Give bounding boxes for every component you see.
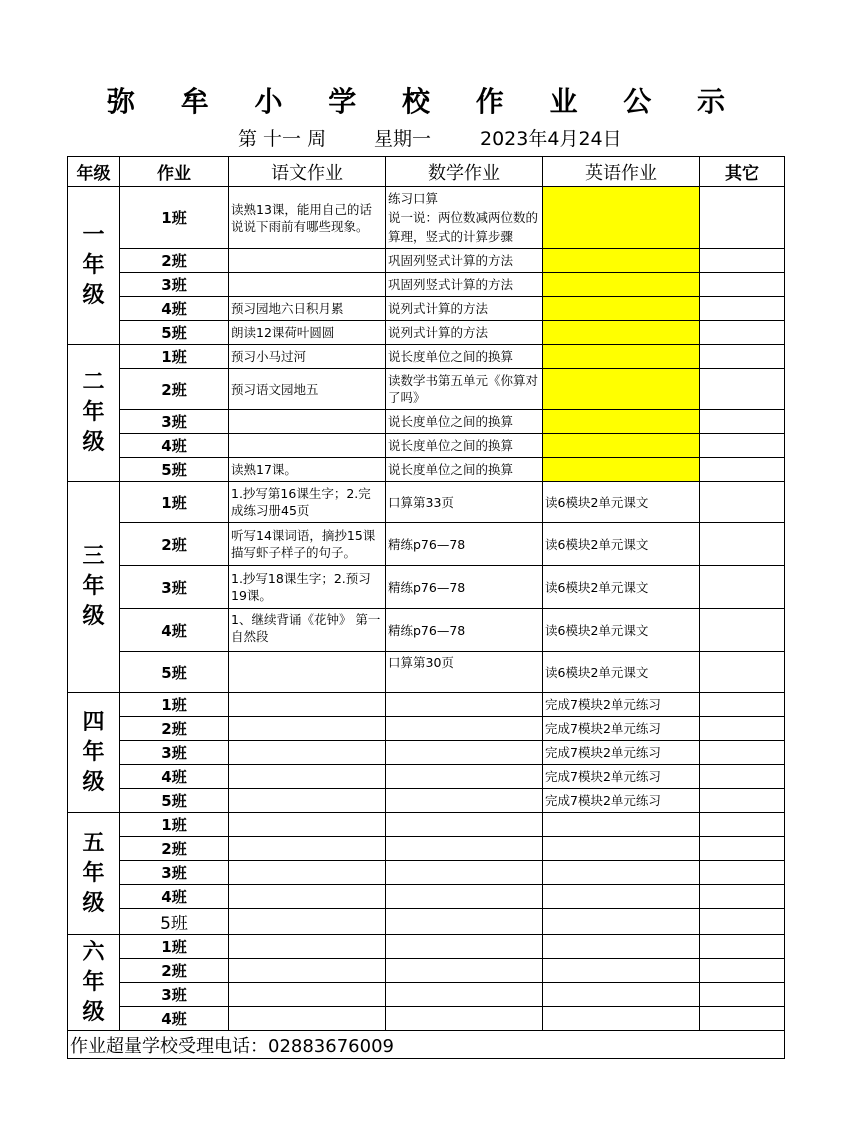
math-cell: 精练p76—78	[386, 523, 543, 566]
math-cell	[386, 861, 543, 885]
english-cell	[543, 983, 700, 1007]
chinese-cell	[229, 935, 386, 959]
math-cell: 巩固列竖式计算的方法	[386, 273, 543, 297]
week-label: 第 十一 周	[238, 128, 327, 150]
complaint-phone: 作业超量学校受理电话：02883676009	[68, 1031, 785, 1059]
other-cell	[700, 765, 785, 789]
chinese-cell	[229, 959, 386, 983]
class-cell: 5班	[120, 909, 229, 935]
other-cell	[700, 609, 785, 652]
math-cell	[386, 1007, 543, 1031]
class-cell: 3班	[120, 741, 229, 765]
chinese-cell	[229, 249, 386, 273]
math-cell: 说长度单位之间的换算	[386, 345, 543, 369]
english-cell: 完成7模块2单元练习	[543, 717, 700, 741]
class-cell: 5班	[120, 458, 229, 482]
table-row	[68, 566, 785, 609]
english-cell	[543, 410, 700, 434]
english-cell	[543, 959, 700, 983]
math-cell	[386, 813, 543, 837]
other-cell	[700, 935, 785, 959]
class-cell: 4班	[120, 297, 229, 321]
footer-row	[68, 1031, 785, 1059]
homework-table	[67, 156, 785, 1059]
chinese-cell: 1.抄写第16课生字；2.完成练习册45页	[229, 482, 386, 523]
class-cell: 3班	[120, 410, 229, 434]
chinese-cell	[229, 813, 386, 837]
table-row	[68, 652, 785, 693]
english-cell	[543, 935, 700, 959]
math-cell	[386, 885, 543, 909]
chinese-cell	[229, 837, 386, 861]
class-cell: 2班	[120, 717, 229, 741]
other-cell	[700, 652, 785, 693]
chinese-cell	[229, 717, 386, 741]
math-cell	[386, 693, 543, 717]
other-cell	[700, 410, 785, 434]
other-cell	[700, 369, 785, 410]
class-cell: 1班	[120, 482, 229, 523]
header-grade: 年级	[68, 157, 120, 187]
math-cell: 练习口算 说一说：两位数减两位数的算理，竖式的计算步骤	[386, 187, 543, 249]
other-cell	[700, 458, 785, 482]
other-cell	[700, 959, 785, 983]
grade-cell: 四 年 级	[68, 693, 120, 813]
chinese-cell: 听写14课词语，摘抄15课描写虾子样子的句子。	[229, 523, 386, 566]
class-cell: 1班	[120, 693, 229, 717]
table-row	[68, 345, 785, 369]
english-cell: 读6模块2单元课文	[543, 523, 700, 566]
grade-cell: 六 年 级	[68, 935, 120, 1031]
math-cell: 精练p76—78	[386, 566, 543, 609]
table-row	[68, 813, 785, 837]
math-cell	[386, 983, 543, 1007]
chinese-cell	[229, 983, 386, 1007]
english-cell	[543, 1007, 700, 1031]
class-cell: 5班	[120, 321, 229, 345]
grade-cell: 五 年 级	[68, 813, 120, 935]
chinese-cell	[229, 789, 386, 813]
class-cell: 3班	[120, 983, 229, 1007]
chinese-cell	[229, 741, 386, 765]
math-cell	[386, 741, 543, 765]
chinese-cell	[229, 885, 386, 909]
other-cell	[700, 297, 785, 321]
english-cell	[543, 909, 700, 935]
class-cell: 5班	[120, 652, 229, 693]
chinese-cell	[229, 434, 386, 458]
table-row	[68, 249, 785, 273]
class-cell: 1班	[120, 813, 229, 837]
table-row	[68, 410, 785, 434]
class-cell: 3班	[120, 566, 229, 609]
math-cell: 口算第33页	[386, 482, 543, 523]
math-cell: 巩固列竖式计算的方法	[386, 249, 543, 273]
english-cell	[543, 434, 700, 458]
grade-cell: 二 年 级	[68, 345, 120, 482]
table-row	[68, 885, 785, 909]
class-cell: 4班	[120, 609, 229, 652]
other-cell	[700, 566, 785, 609]
other-cell	[700, 187, 785, 249]
math-cell: 说长度单位之间的换算	[386, 410, 543, 434]
chinese-cell	[229, 1007, 386, 1031]
other-cell	[700, 983, 785, 1007]
chinese-cell	[229, 693, 386, 717]
english-cell	[543, 369, 700, 410]
math-cell: 读数学书第五单元《你算对了吗》	[386, 369, 543, 410]
other-cell	[700, 345, 785, 369]
other-cell	[700, 1007, 785, 1031]
class-cell: 4班	[120, 885, 229, 909]
english-cell: 完成7模块2单元练习	[543, 765, 700, 789]
table-row	[68, 187, 785, 249]
class-cell: 5班	[120, 789, 229, 813]
class-cell: 2班	[120, 523, 229, 566]
table-row	[68, 909, 785, 935]
table-row	[68, 935, 785, 959]
math-cell: 说长度单位之间的换算	[386, 458, 543, 482]
chinese-cell	[229, 861, 386, 885]
english-cell	[543, 321, 700, 345]
table-row	[68, 741, 785, 765]
other-cell	[700, 321, 785, 345]
header-chinese: 语文作业	[229, 157, 386, 187]
table-row	[68, 321, 785, 345]
chinese-cell: 1、继续背诵《花钟》 第一自然段	[229, 609, 386, 652]
math-cell	[386, 789, 543, 813]
table-row	[68, 765, 785, 789]
other-cell	[700, 885, 785, 909]
class-cell: 1班	[120, 935, 229, 959]
english-cell: 读6模块2单元课文	[543, 482, 700, 523]
table-row	[68, 1007, 785, 1031]
english-cell	[543, 837, 700, 861]
class-cell: 2班	[120, 369, 229, 410]
table-row	[68, 861, 785, 885]
chinese-cell	[229, 410, 386, 434]
header-english: 英语作业	[543, 157, 700, 187]
header-other: 其它	[700, 157, 785, 187]
table-row	[68, 434, 785, 458]
chinese-cell	[229, 909, 386, 935]
chinese-cell	[229, 765, 386, 789]
english-cell: 读6模块2单元课文	[543, 652, 700, 693]
table-row	[68, 983, 785, 1007]
table-row	[68, 609, 785, 652]
math-cell	[386, 909, 543, 935]
header-row	[68, 157, 785, 187]
english-cell: 读6模块2单元课文	[543, 566, 700, 609]
english-cell: 完成7模块2单元练习	[543, 741, 700, 765]
english-cell	[543, 458, 700, 482]
class-cell: 1班	[120, 345, 229, 369]
english-cell	[543, 861, 700, 885]
table-row	[68, 837, 785, 861]
math-cell	[386, 959, 543, 983]
date-label: 2023年4月24日	[480, 128, 622, 150]
math-cell	[386, 717, 543, 741]
other-cell	[700, 482, 785, 523]
table-row	[68, 717, 785, 741]
table-row	[68, 693, 785, 717]
chinese-cell: 读熟13课，能用自己的话说说下雨前有哪些现象。	[229, 187, 386, 249]
chinese-cell: 预习小马过河	[229, 345, 386, 369]
math-cell: 精练p76—78	[386, 609, 543, 652]
chinese-cell	[229, 273, 386, 297]
math-cell	[386, 935, 543, 959]
table-row	[68, 482, 785, 523]
table-row	[68, 458, 785, 482]
page-title: 弥 牟 小 学 校 作 业 公 示	[107, 85, 743, 118]
english-cell: 读6模块2单元课文	[543, 609, 700, 652]
english-cell	[543, 187, 700, 249]
chinese-cell: 1.抄写18课生字；2.预习19课。	[229, 566, 386, 609]
other-cell	[700, 813, 785, 837]
table-row	[68, 789, 785, 813]
math-cell: 口算第30页	[386, 652, 543, 693]
table-row	[68, 273, 785, 297]
other-cell	[700, 741, 785, 765]
other-cell	[700, 434, 785, 458]
other-cell	[700, 837, 785, 861]
math-cell: 说列式计算的方法	[386, 297, 543, 321]
header-homework: 作业	[120, 157, 229, 187]
english-cell	[543, 813, 700, 837]
class-cell: 2班	[120, 837, 229, 861]
other-cell	[700, 909, 785, 935]
table-row	[68, 523, 785, 566]
other-cell	[700, 861, 785, 885]
class-cell: 3班	[120, 861, 229, 885]
table-row	[68, 959, 785, 983]
math-cell: 说列式计算的方法	[386, 321, 543, 345]
math-cell	[386, 837, 543, 861]
other-cell	[700, 523, 785, 566]
weekday-label: 星期一	[374, 128, 432, 150]
class-cell: 2班	[120, 959, 229, 983]
english-cell: 完成7模块2单元练习	[543, 789, 700, 813]
table-row	[68, 297, 785, 321]
english-cell	[543, 885, 700, 909]
class-cell: 4班	[120, 1007, 229, 1031]
class-cell: 4班	[120, 765, 229, 789]
math-cell: 说长度单位之间的换算	[386, 434, 543, 458]
other-cell	[700, 789, 785, 813]
chinese-cell	[229, 652, 386, 693]
chinese-cell: 朗读12课荷叶圆圆	[229, 321, 386, 345]
header-math: 数学作业	[386, 157, 543, 187]
grade-cell: 一 年 级	[68, 187, 120, 345]
other-cell	[700, 249, 785, 273]
other-cell	[700, 693, 785, 717]
other-cell	[700, 717, 785, 741]
class-cell: 4班	[120, 434, 229, 458]
other-cell	[700, 273, 785, 297]
class-cell: 3班	[120, 273, 229, 297]
english-cell	[543, 345, 700, 369]
english-cell	[543, 249, 700, 273]
class-cell: 2班	[120, 249, 229, 273]
math-cell	[386, 765, 543, 789]
chinese-cell: 预习园地六日积月累	[229, 297, 386, 321]
english-cell	[543, 297, 700, 321]
chinese-cell: 预习语文园地五	[229, 369, 386, 410]
table-row	[68, 369, 785, 410]
chinese-cell: 读熟17课。	[229, 458, 386, 482]
grade-cell: 三 年 级	[68, 482, 120, 693]
english-cell	[543, 273, 700, 297]
english-cell: 完成7模块2单元练习	[543, 693, 700, 717]
class-cell: 1班	[120, 187, 229, 249]
